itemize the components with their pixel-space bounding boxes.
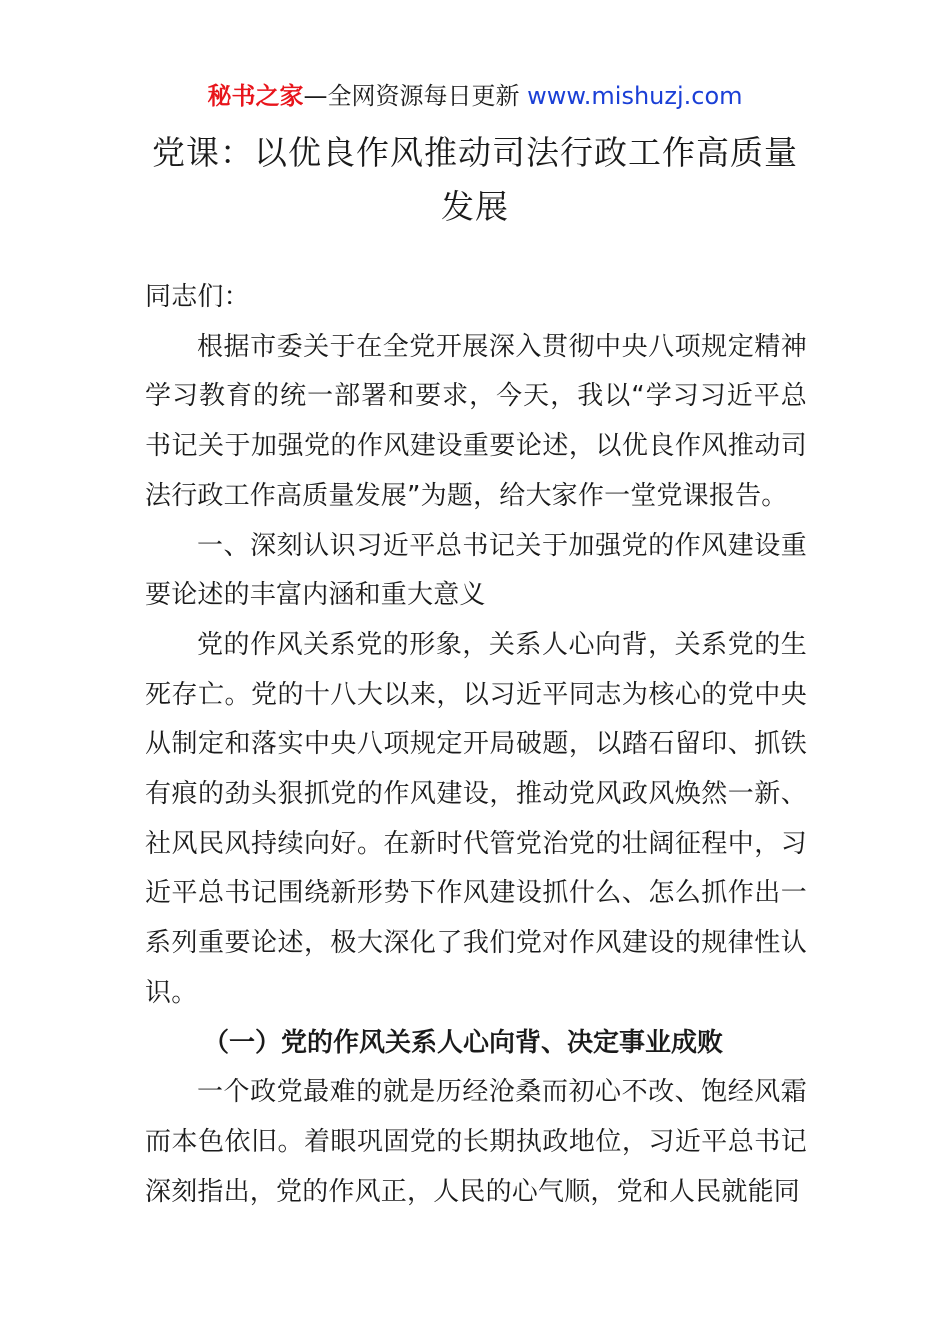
greeting: 同志们： <box>145 282 250 312</box>
section-heading-one: 一、深刻认识习近平总书记关于加强党的作风建设重要论述的丰富内涵和重大意义 <box>145 530 807 611</box>
subsection-heading: （一）党的作风关系人心向背、决定事业成败 <box>203 1027 724 1058</box>
site-tagline: —全网资源每日更新 <box>303 82 520 110</box>
paragraph-subsection: 一个政党最难的就是历经沧桑而初心不改、饱经风霜而本色依旧。着眼巩固党的长期执政地位，习近平总书记深刻指出，党的作风正，人民的心气顺，党和人民就能同 <box>145 1077 807 1207</box>
paragraph-section-one: 党的作风关系党的形象，关系人心向背，关系党的生死存亡。党的十八大以来，以习近平同志为核心的党中央从制定和落实中央八项规定开局破题，以踏石留印、抓铁有痕的劲头狠抓党的作风建设，推动党风政风焕然一新、社风民风持续向好。在新时代管党治党的壮阔征程中，习近平总书记围绕新形势下作风建设抓什么、怎么抓作出一系列重要论述，极大深化了我们党对作风建设的规律性认识。 <box>145 629 807 1008</box>
site-brand: 秘书之家 <box>207 82 304 110</box>
site-header <box>0 80 950 112</box>
document-title: 党课：以优良作风推动司法行政工作高质量发展 <box>152 133 798 226</box>
document-body <box>145 273 807 1217</box>
paragraph-intro: 根据市委关于在全党开展深入贯彻中央八项规定精神学习教育的统一部署和要求，今天，我以“学习习近平总书记关于加强党的作风建设重要论述，以优良作风推动司法行政工作高质量发展”为题，给大家作一堂党课报告。 <box>145 331 807 511</box>
site-url-link[interactable]: www.mishuzj.com <box>527 82 743 110</box>
